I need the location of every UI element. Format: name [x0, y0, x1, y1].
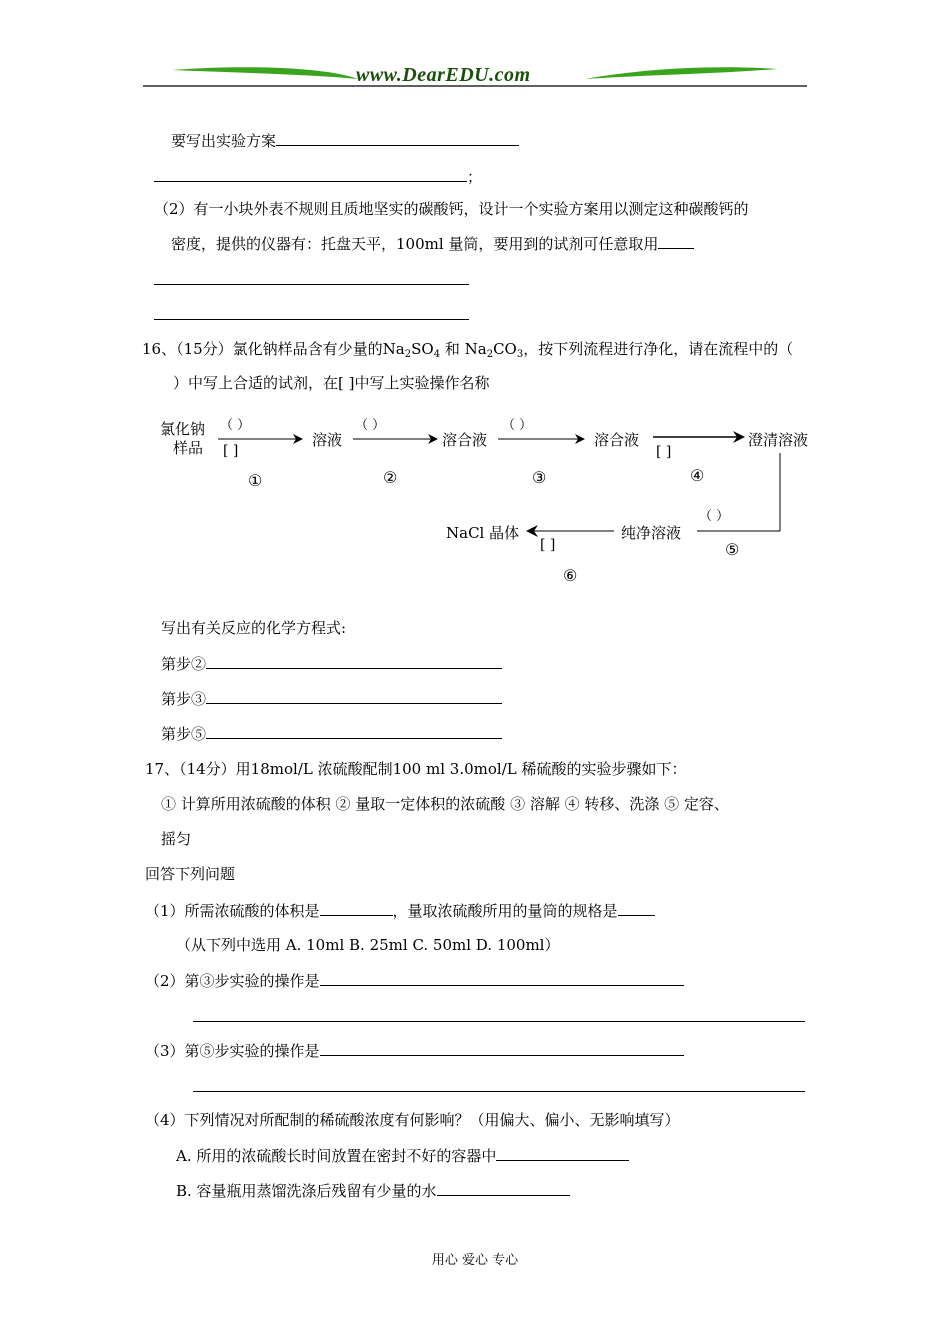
- flow-reagent-5[interactable]: （ ）: [699, 509, 730, 524]
- q17-part1-text-a: （1）所需浓硫酸的体积是: [145, 902, 320, 920]
- q17-answer-heading: 回答下列问题: [145, 865, 236, 883]
- q17-part2-blank[interactable]: [320, 970, 684, 986]
- flow-node-pure: 纯净溶液: [621, 524, 682, 542]
- q15-part2-line2-text: 密度，提供的仪器有：托盘天平，100ml 量筒，要用到的试剂可任意取用: [171, 235, 659, 253]
- q16-t-e: ，按下列流程进行净化，请在流程中的（: [523, 340, 794, 358]
- q16-eq-step5: [161, 723, 502, 744]
- q15-answer-line-5[interactable]: [154, 319, 469, 320]
- q17-part4-b-text: B. 容量瓶用蒸馏洗涤后残留有少量的水: [176, 1182, 437, 1200]
- q17-steps-line1: ① 计算所用浓硫酸的体积 ② 量取一定体积的浓硫酸 ③ 溶解 ④ 转移、洗涤 ⑤ 定容、: [161, 795, 729, 813]
- flow-node-mix-2: 溶合液: [594, 431, 640, 449]
- flow-step-1: ①: [248, 471, 263, 490]
- q17-part3: [145, 1040, 684, 1061]
- swoosh-right: [585, 67, 777, 79]
- q17-part1-text-b: ，量取浓硫酸所用的量筒的规格是: [392, 902, 618, 920]
- flow-reagent-2[interactable]: （ ）: [355, 418, 386, 433]
- flow-start-line2: 样品: [173, 439, 204, 457]
- flow-reagent-3[interactable]: （ ）: [502, 418, 533, 433]
- q17-part4-a: [176, 1145, 629, 1166]
- flow-start-line1: 氯化钠: [160, 420, 206, 438]
- q17-part1: [145, 900, 655, 921]
- q15-answer-line-4[interactable]: [154, 284, 469, 285]
- q16-t-d: CO: [493, 340, 517, 358]
- q17-part2-line2[interactable]: [193, 1021, 805, 1022]
- q16-t-b: SO: [411, 340, 434, 358]
- q15-answer-blank-1[interactable]: [276, 130, 519, 146]
- q15-line2: [154, 166, 482, 187]
- q16-sub3: 2: [486, 349, 494, 360]
- flow-step-5: ⑤: [725, 540, 740, 559]
- q16-sub4: 3: [516, 349, 524, 360]
- q15-part2-line1: （2）有一小块外表不规则且质地坚实的碳酸钙，设计一个实验方案用以测定这种碳酸钙的: [154, 200, 749, 218]
- logo-text: www.DearEDU.com: [356, 64, 531, 86]
- q15-answer-blank-3[interactable]: [658, 233, 694, 249]
- flow-step-2: ②: [383, 468, 398, 487]
- q17-part3-blank[interactable]: [320, 1040, 684, 1056]
- q17-part4-b-blank[interactable]: [437, 1180, 570, 1196]
- q17-part4-b: [176, 1180, 570, 1201]
- q16-sub2: 4: [433, 349, 441, 360]
- q17-part2: [145, 970, 684, 991]
- flow-node-nacl: NaCl 晶体: [446, 524, 520, 542]
- flow-node-solution: 溶液: [312, 431, 343, 449]
- swoosh-left: [172, 67, 358, 79]
- q17-part1-blank-cylinder[interactable]: [618, 900, 655, 916]
- q15-line1-text: 要写出实验方案: [171, 132, 277, 150]
- flow-step-6: ⑥: [563, 566, 578, 585]
- q17-part4-a-text: A. 所用的浓硫酸长时间放置在密封不好的容器中: [176, 1147, 497, 1165]
- q17-part4-a-blank[interactable]: [496, 1145, 629, 1161]
- flow-reagent-1[interactable]: （ ）: [220, 418, 251, 433]
- q16-eq-step3-label: 第步③: [161, 690, 207, 708]
- q16-eq-step3-blank[interactable]: [206, 688, 502, 704]
- flow-step-4: ④: [690, 466, 705, 485]
- q16-t-a: 16、（15分）氯化钠样品含有少量的Na: [142, 340, 405, 358]
- q16-eq-step5-blank[interactable]: [206, 723, 502, 739]
- q15-answer-blank-2[interactable]: [154, 166, 467, 182]
- flow-step-3: ③: [532, 468, 547, 487]
- q16-eq-step2: [161, 653, 502, 674]
- q17-title: 17、（14分）用18mol/L 浓硫酸配制100 ml 3.0mol/L 稀硫酸的实验步骤如下：: [145, 760, 687, 778]
- q17-part1-blank-volume[interactable]: [320, 900, 393, 916]
- q17-part1-options: （从下列中选用 A. 10ml B. 25ml C. 50ml D. 100ml）: [176, 936, 560, 954]
- q15-line2-end: ；: [467, 168, 483, 186]
- q15-line1: [171, 130, 519, 151]
- q17-steps-line2: 摇匀: [161, 830, 192, 848]
- q16-sub1: 2: [404, 349, 412, 360]
- flow-operation-4[interactable]: [ ]: [656, 444, 672, 460]
- q17-part4: （4）下列情况对所配制的稀硫酸浓度有何影响？（用偏大、偏小、无影响填写）: [145, 1111, 680, 1129]
- q16-eq-step5-label: 第步⑤: [161, 725, 207, 743]
- page-footer: 用心 爱心 专心: [431, 1253, 519, 1268]
- q16-title-line2: ）中写上合适的试剂，在[ ]中写上实验操作名称: [173, 374, 490, 392]
- q15-part2-line2: [171, 233, 694, 254]
- q17-part3-line2[interactable]: [193, 1091, 805, 1092]
- q16-eq-step2-blank[interactable]: [206, 653, 502, 669]
- q16-equation-title: 写出有关反应的化学方程式:: [161, 619, 347, 637]
- q17-part2-text: （2）第③步实验的操作是: [145, 972, 320, 990]
- q16-eq-step3: [161, 688, 502, 709]
- q17-part3-text: （3）第⑤步实验的操作是: [145, 1042, 320, 1060]
- flow-operation-1[interactable]: [ ]: [223, 443, 239, 459]
- flow-node-clear: 澄清溶液: [748, 431, 809, 449]
- flow-node-mix-1: 溶合液: [442, 431, 488, 449]
- q16-t-c: 和 Na: [440, 340, 487, 358]
- q16-title-line1: [142, 339, 793, 359]
- q16-eq-step2-label: 第步②: [161, 655, 207, 673]
- flow-operation-6[interactable]: [ ]: [540, 537, 556, 553]
